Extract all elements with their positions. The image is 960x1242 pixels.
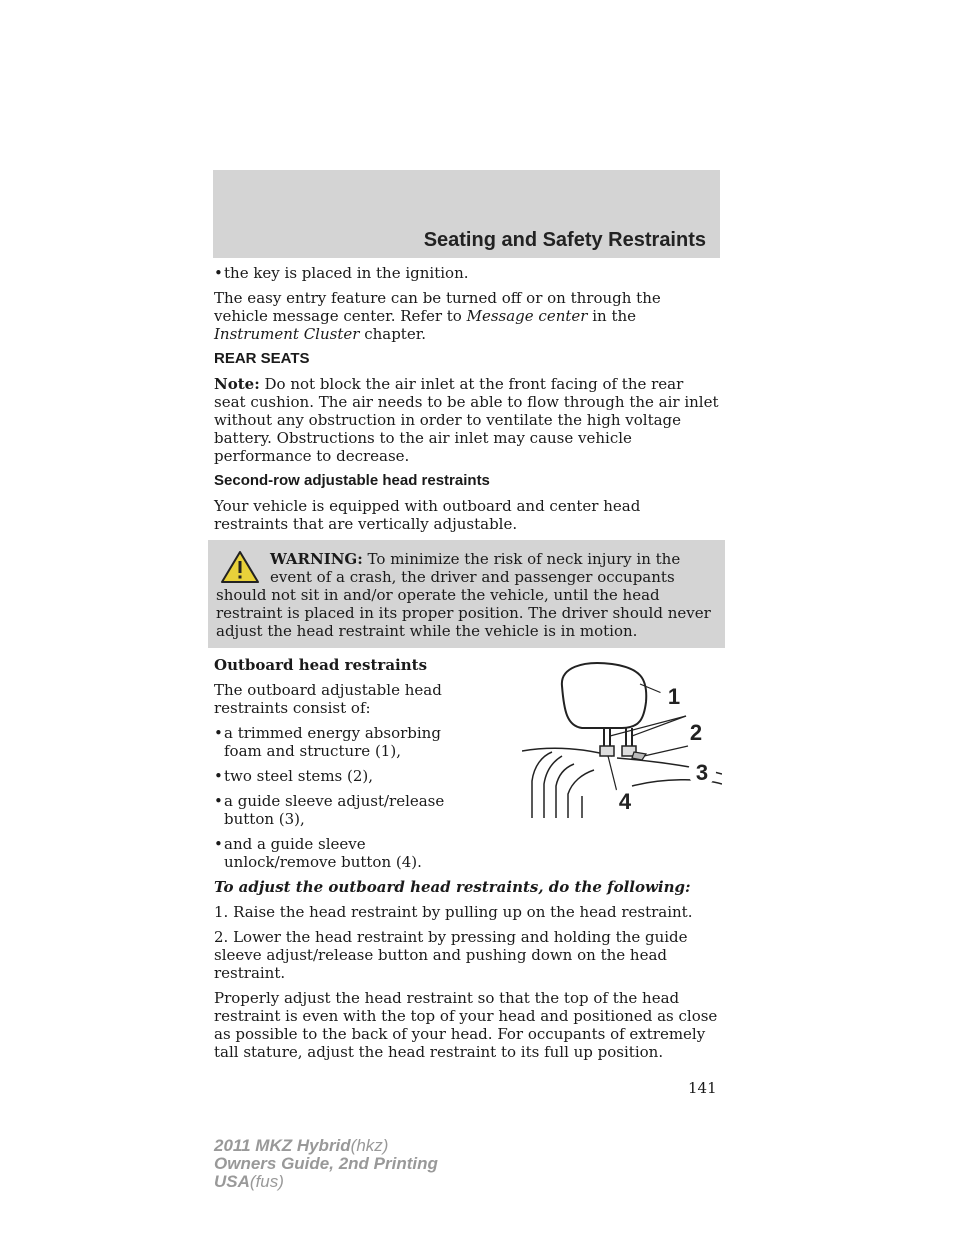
outboard-intro: The outboard adjustable head restraints consist of: <box>214 681 442 717</box>
note-label: Note: <box>214 375 260 393</box>
footer <box>214 1137 438 1191</box>
instrument-cluster-ref: Instrument Cluster <box>214 325 360 343</box>
page-content <box>214 264 719 1068</box>
outboard-section <box>214 656 719 871</box>
callout-4: 4 <box>618 789 632 814</box>
adjust-properly: Properly adjust the head restraint so that the top of the head restraint is even with the top of your head and positioned as close as possible to the back of your head. For occupants of extremely tall stature, adjust the head restraint to its full up position. <box>214 989 718 1061</box>
footer-region: USA <box>214 1172 250 1191</box>
footer-region-code: (fus) <box>249 1172 284 1191</box>
callout-2: 2 <box>689 720 703 745</box>
head-restraint-diagram <box>522 656 722 818</box>
footer-model: 2011 MKZ Hybrid <box>214 1136 351 1155</box>
warning-triangle-icon <box>220 550 260 584</box>
second-row-heading: Second-row adjustable head restraints <box>214 472 490 489</box>
easy-entry-paragraph: The easy entry feature can be turned off or on through the vehicle message center. Refer to Message center in the Instrument Cluster chapter. <box>214 289 661 343</box>
section-title: Seating and Safety Restraints <box>423 229 706 251</box>
list-item: • a trimmed energy absorbing foam and structure (1), <box>214 724 441 760</box>
footer-guide: Owners Guide, 2nd Printing <box>214 1154 438 1173</box>
bullet-item <box>214 264 719 282</box>
adjust-step-1: 1. Raise the head restraint by pulling up on the head restraint. <box>214 903 693 921</box>
footer-model-code: (hkz) <box>350 1136 389 1155</box>
outboard-heading: Outboard head restraints <box>214 656 428 674</box>
second-row-intro: Your vehicle is equipped with outboard and center head restraints that are vertically adjustable. <box>214 497 641 533</box>
warning-label: WARNING: <box>270 550 363 568</box>
adjust-step-2: 2. Lower the head restraint by pressing and holding the guide sleeve adjust/release button and pushing down on the head restraint. <box>214 928 688 982</box>
rear-seats-heading: REAR SEATS <box>214 350 310 367</box>
warning-text: To minimize the risk of neck injury in the event of a crash, the driver and passenger occupants should not sit in and/or operate the vehicle, until the head restraint is placed in its proper position. The driver should never adjust the head restraint while the vehicle is in motion. <box>216 550 711 640</box>
adjust-heading: To adjust the outboard head restraints, do the following: <box>214 878 691 896</box>
list-item: • a guide sleeve adjust/release button (3), <box>214 792 445 828</box>
page-number: 141 <box>688 1079 717 1097</box>
bullet-dot: • <box>214 264 223 282</box>
list-item: • and a guide sleeve unlock/remove button (4). <box>214 835 422 871</box>
section-header-bar <box>213 170 720 258</box>
callout-3: 3 <box>695 760 709 785</box>
note-paragraph: Note: Do not block the air inlet at the front facing of the rear seat cushion. The air needs to be able to flow through the air inlet without any obstruction in order to ventilate the high voltage battery. Obstructions to the air inlet may cause vehicle performance to decrease. <box>214 375 719 465</box>
callout-1: 1 <box>667 684 681 709</box>
list-item: • two steel stems (2), <box>214 767 374 785</box>
bullet-text: the key is placed in the ignition. <box>224 264 469 282</box>
message-center-ref: Message center <box>466 307 588 325</box>
warning-box <box>208 540 725 648</box>
